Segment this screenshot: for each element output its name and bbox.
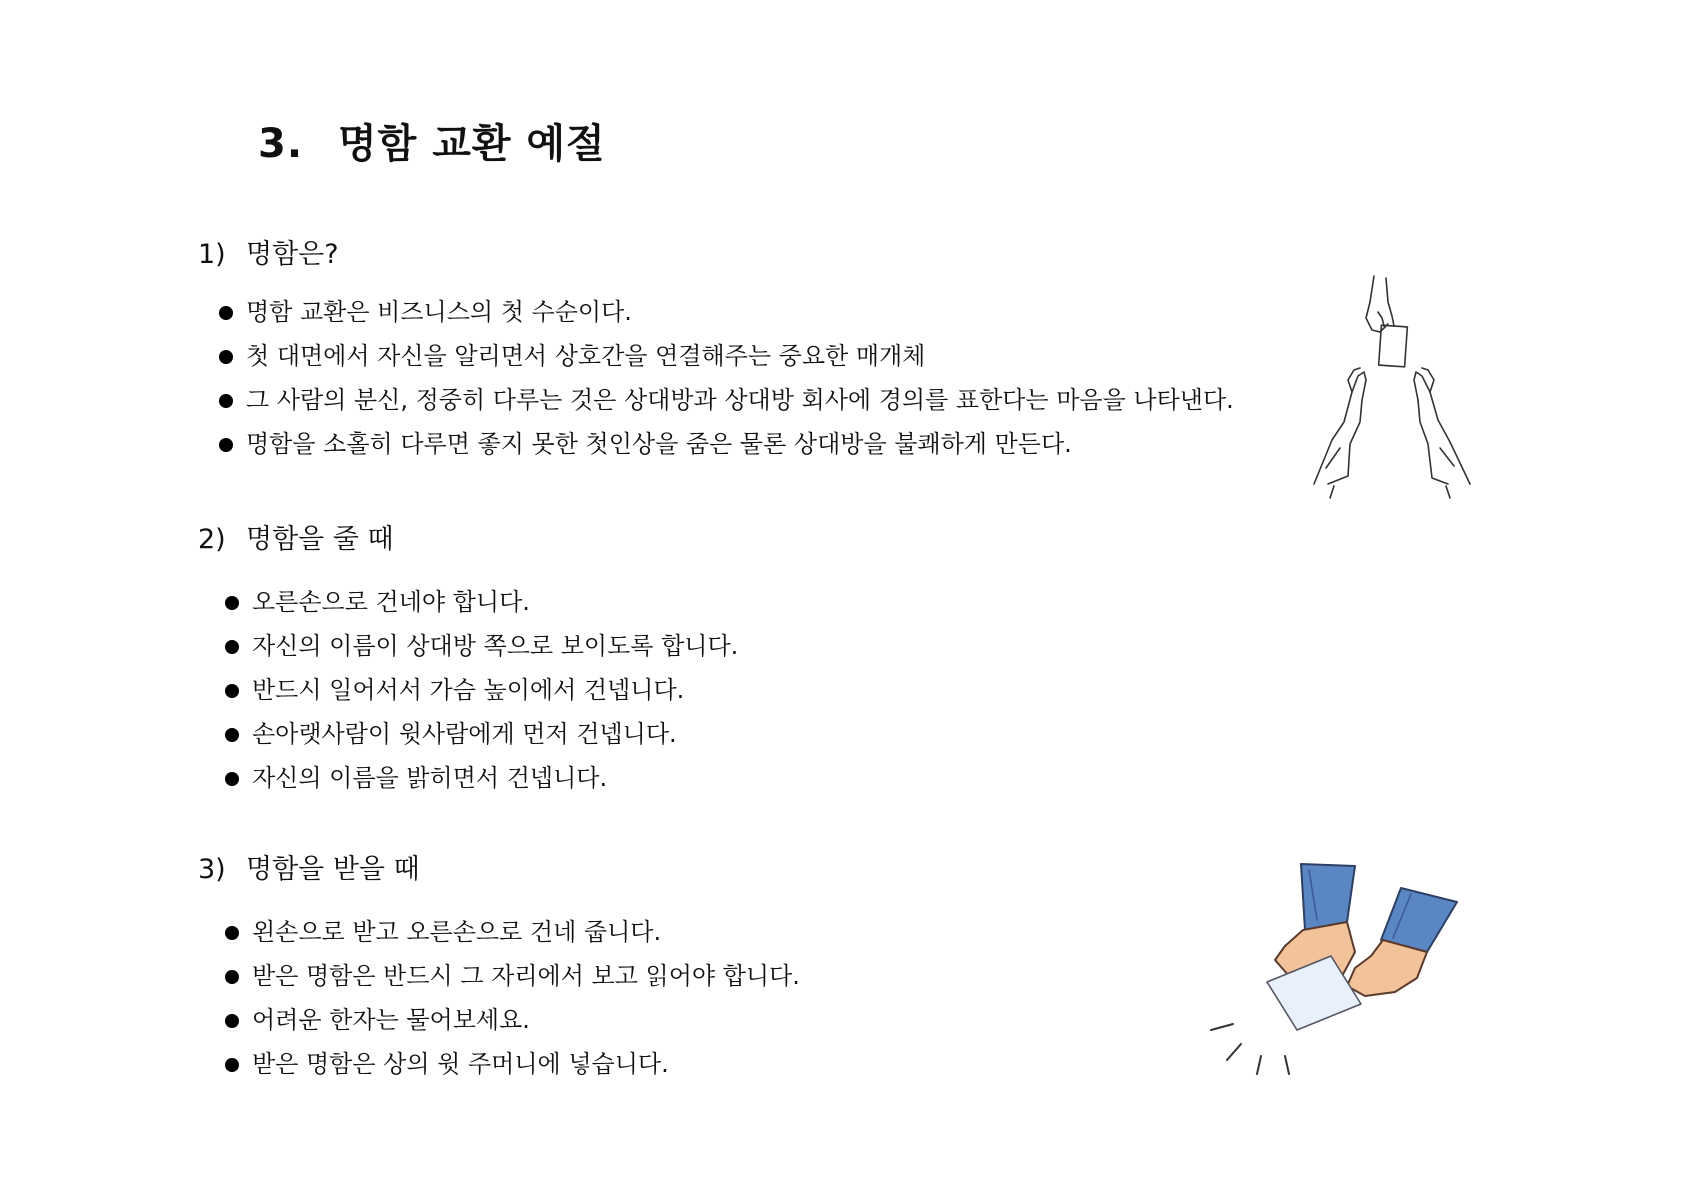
bullet-icon bbox=[225, 1014, 239, 1028]
list-item-text: 받은 명함은 반드시 그 자리에서 보고 읽어야 합니다. bbox=[252, 962, 800, 990]
list-item-text: 명함 교환은 비즈니스의 첫 수순이다. bbox=[246, 298, 632, 326]
list-item bbox=[225, 756, 738, 800]
section-number: 2) bbox=[198, 524, 226, 555]
section-number: 1) bbox=[198, 239, 226, 270]
list-item-text: 자신의 이름이 상대방 쪽으로 보이도록 합니다. bbox=[252, 632, 739, 660]
bullet-icon bbox=[225, 772, 239, 786]
section-list-3 bbox=[225, 910, 800, 1086]
bullet-icon bbox=[225, 640, 239, 654]
section-list-2 bbox=[225, 580, 738, 800]
list-item bbox=[219, 290, 1234, 334]
page-title bbox=[258, 112, 606, 169]
bullet-icon bbox=[225, 684, 239, 698]
section-heading-3 bbox=[198, 847, 420, 886]
bullet-icon bbox=[219, 350, 233, 364]
bullet-icon bbox=[219, 306, 233, 320]
section-heading-1 bbox=[198, 232, 339, 271]
list-item bbox=[225, 1042, 800, 1086]
card-receiving-hands-sketch-icon bbox=[1300, 272, 1480, 502]
list-item bbox=[225, 954, 800, 998]
card-handover-blue-sleeves-icon bbox=[1205, 860, 1465, 1075]
section-title: 명함을 줄 때 bbox=[246, 524, 394, 555]
list-item-text: 첫 대면에서 자신을 알리면서 상호간을 연결해주는 중요한 매개체 bbox=[246, 342, 926, 370]
bullet-icon bbox=[225, 1058, 239, 1072]
section-title: 명함을 받을 때 bbox=[246, 854, 420, 885]
section-title: 명함은? bbox=[246, 239, 339, 270]
list-item bbox=[225, 998, 800, 1042]
bullet-icon bbox=[225, 596, 239, 610]
bullet-icon bbox=[225, 926, 239, 940]
list-item bbox=[219, 422, 1234, 466]
list-item bbox=[225, 624, 738, 668]
section-heading-2 bbox=[198, 517, 394, 556]
section-number: 3) bbox=[198, 854, 226, 885]
list-item-text: 손아랫사람이 윗사람에게 먼저 건넵니다. bbox=[252, 720, 677, 748]
list-item bbox=[225, 910, 800, 954]
list-item-text: 그 사람의 분신, 정중히 다루는 것은 상대방과 상대방 회사에 경의를 표한다는 마음을 나타낸다. bbox=[246, 386, 1234, 414]
list-item bbox=[225, 712, 738, 756]
bullet-icon bbox=[219, 438, 233, 452]
list-item-text: 받은 명함은 상의 윗 주머니에 넣습니다. bbox=[252, 1050, 669, 1078]
bullet-icon bbox=[225, 728, 239, 742]
list-item-text: 반드시 일어서서 가슴 높이에서 건넵니다. bbox=[252, 676, 685, 704]
list-item bbox=[225, 668, 738, 712]
list-item bbox=[219, 378, 1234, 422]
bullet-icon bbox=[225, 970, 239, 984]
list-item-text: 오른손으로 건네야 합니다. bbox=[252, 588, 530, 616]
list-item-text: 왼손으로 받고 오른손으로 건네 줍니다. bbox=[252, 918, 662, 946]
list-item bbox=[219, 334, 1234, 378]
title-number: 3. bbox=[258, 121, 304, 167]
section-list-1 bbox=[219, 290, 1234, 466]
list-item-text: 자신의 이름을 밝히면서 건넵니다. bbox=[252, 764, 608, 792]
title-text: 명함 교환 예절 bbox=[338, 121, 606, 167]
list-item-text: 어려운 한자는 물어보세요. bbox=[252, 1006, 530, 1034]
list-item bbox=[225, 580, 738, 624]
bullet-icon bbox=[219, 394, 233, 408]
list-item-text: 명함을 소홀히 다루면 좋지 못한 첫인상을 줌은 물론 상대방을 불쾌하게 만든다. bbox=[246, 430, 1072, 458]
